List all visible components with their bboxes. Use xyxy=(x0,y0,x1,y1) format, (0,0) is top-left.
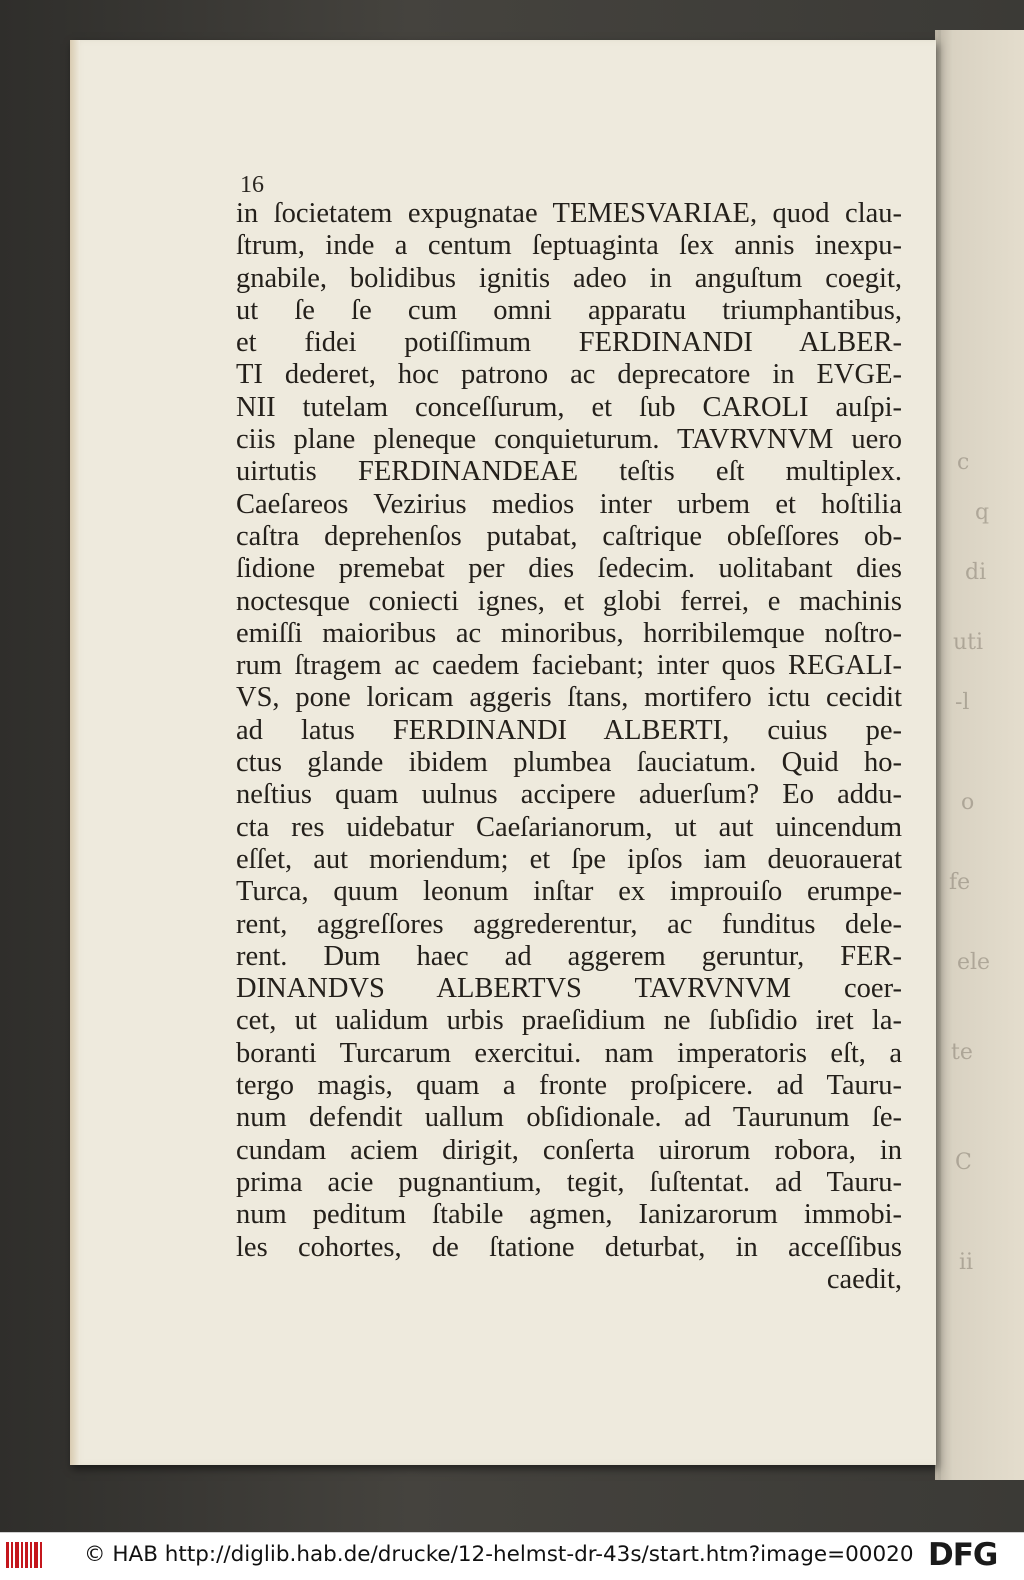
text-line: Turca, quum leonum inſtar ex improuiſo erumpe- xyxy=(236,876,902,908)
text-line: et fidei potiſſimum FERDINANDI ALBER- xyxy=(236,327,902,359)
text-line: rum ſtragem ac caedem faciebant; inter quos REGALI- xyxy=(236,650,902,682)
text-line: prima acie pugnantium, tegit, ſuſtentat. ad Tauru- xyxy=(236,1166,902,1198)
text-line: VS, pone loricam aggeris ſtans, mortifero ictu cecidit xyxy=(236,682,902,714)
text-line: caſtra deprehenſos putabat, caſtrique obſeſſores ob- xyxy=(236,520,902,552)
text-line: ſtrum, inde a centum ſeptuaginta ſex annis inexpu- xyxy=(236,230,902,262)
text-line: num defendit uallum obſidionale. ad Taurunum ſe- xyxy=(236,1102,902,1134)
text-line: Caeſareos Vezirius medios inter urbem et hoſtilia xyxy=(236,488,902,520)
text-line: TI dederet, hoc patrono ac deprecatore in EVGE- xyxy=(236,359,902,391)
text-line: boranti Turcarum exercitui. nam imperatoris eſt, a xyxy=(236,1037,902,1069)
text-line: NII tutelam conceſſurum, et ſub CAROLI auſpi- xyxy=(236,391,902,423)
adjacent-page: c q di uti -l o fe ele te C ii xyxy=(935,30,1024,1480)
hab-barcode-icon xyxy=(6,1538,46,1572)
text-line: cet, ut ualidum urbis praeſidium ne ſubſidio iret la- xyxy=(236,1005,902,1037)
attribution-text: © HAB http://diglib.hab.de/drucke/12-helmst-dr-43s/start.htm?image=00020 xyxy=(84,1542,914,1567)
text-line: ciis plane pleneque conquieturum. TAVRVNVM uero xyxy=(236,424,902,456)
page-spine xyxy=(938,30,941,1480)
text-line: ut ſe ſe cum omni apparatu triumphantibus, xyxy=(236,294,902,326)
text-line: emiſſi maioribus ac minoribus, horribilemque noſtro- xyxy=(236,617,902,649)
text-line: num peditum ſtabile agmen, Ianizarorum immobi- xyxy=(236,1199,902,1231)
text-line: cundam aciem dirigit, conſerta uirorum robora, in xyxy=(236,1134,902,1166)
text-line: gnabile, bolidibus ignitis adeo in anguſtum coegit, xyxy=(236,262,902,294)
text-line: in ſocietatem expugnatae TEMESVARIAE, quod clau- xyxy=(236,198,902,229)
body-text xyxy=(236,198,902,1296)
text-line: eſſet, aut moriendum; et ſpe ipſos iam deuorauerat xyxy=(236,843,902,875)
text-line: ſidione premebat per dies ſedecim. uolitabant dies xyxy=(236,553,902,585)
text-line: noctesque coniecti ignes, et globi ferrei, e machinis xyxy=(236,585,902,617)
text-line: uirtutis FERDINANDEAE teſtis eſt multiplex. xyxy=(236,456,902,488)
text-line: tergo magis, quam a fronte proſpicere. ad Tauru- xyxy=(236,1070,902,1102)
page-edge-shadow xyxy=(70,40,80,1465)
dfg-logo: DFG xyxy=(928,1537,998,1573)
text-line: ad latus FERDINANDI ALBERTI, cuius pe- xyxy=(236,714,902,746)
text-line: neſtius quam uulnus accipere aduerſum? Eo addu- xyxy=(236,779,902,811)
catchword: caedit, xyxy=(826,1263,902,1295)
text-line: rent, aggreſſores aggrederentur, ac funditus dele- xyxy=(236,908,902,940)
page-number: 16 xyxy=(240,172,264,198)
text-line: rent. Dum haec ad aggerem geruntur, FER- xyxy=(236,940,902,972)
text-line: les cohortes, de ſtatione deturbat, in acceſſibus xyxy=(236,1231,902,1263)
text-line: DINANDVS ALBERTVS TAVRVNVM coer- xyxy=(236,973,902,1005)
text-line: cta res uidebatur Caeſarianorum, ut aut uincendum xyxy=(236,811,902,843)
text-line: ctus glande ibidem plumbea ſauciatum. Quid ho- xyxy=(236,747,902,779)
